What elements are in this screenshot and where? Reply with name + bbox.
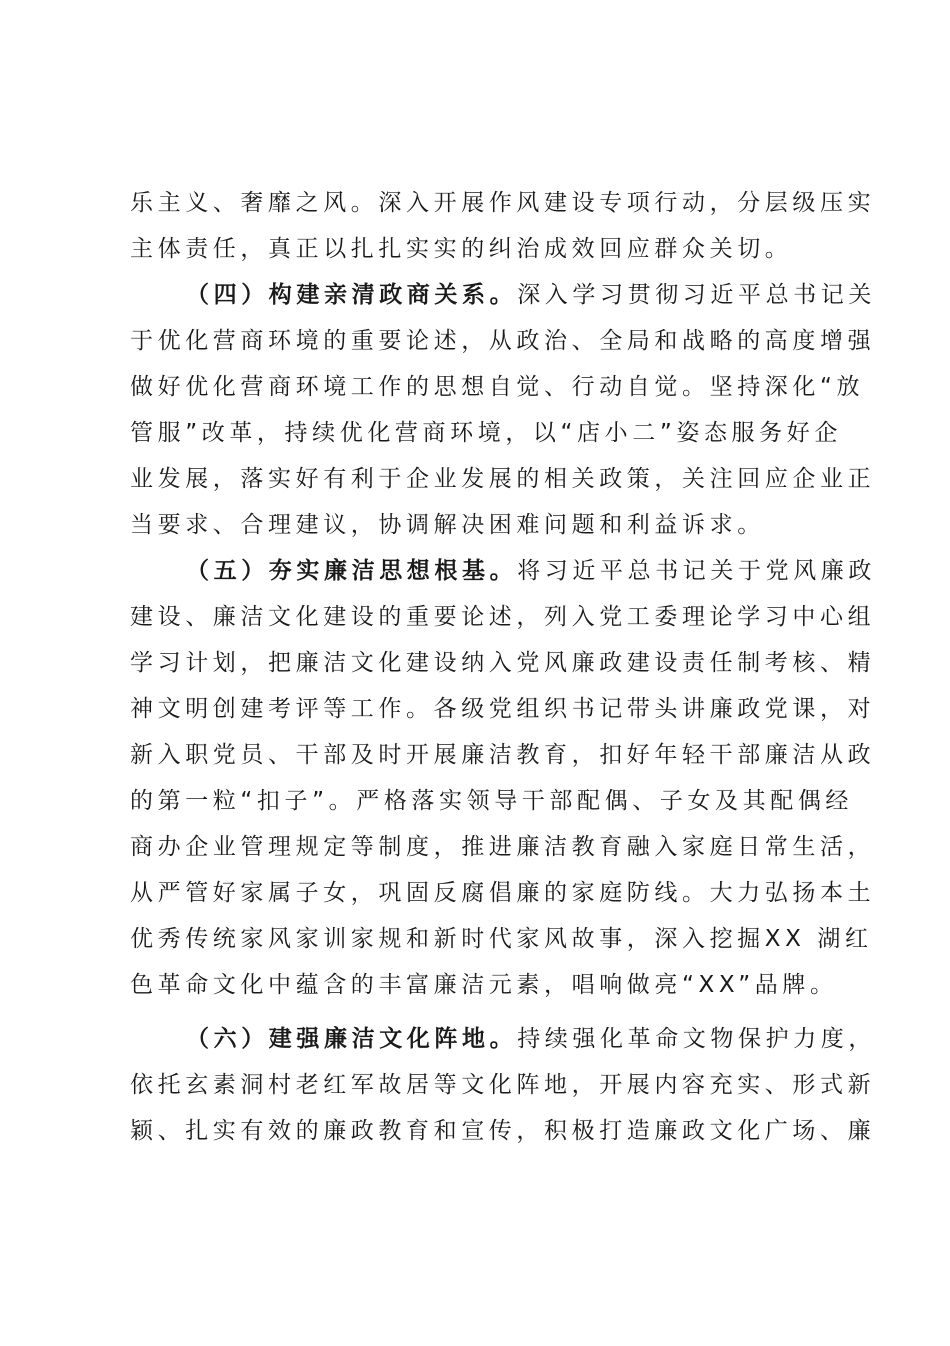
section-6-first-line: [186, 1016, 877, 1062]
paragraph-line: 依托玄素洞村老红军故居等文化阵地，开展内容充实、形式新: [130, 1072, 876, 1098]
paragraph-line: 从严管好家属子女，巩固反腐倡廉的家庭防线。大力弘扬本土: [130, 880, 876, 906]
paragraph-line: 优秀传统家风家训家规和新时代家风故事，深入挖掘XX 湖红: [130, 926, 873, 952]
section-6-heading: （六）建强廉洁文化阵地。: [186, 1026, 518, 1052]
paragraph-line: 管服”改革，持续优化营商环境，以“店小二”姿态服务好企: [130, 420, 842, 446]
paragraph-line: 的第一粒“扣子”。严格落实领导干部配偶、子女及其配偶经: [130, 788, 854, 814]
paragraph-line: 神文明创建考评等工作。各级党组织书记带头讲廉政党课，对: [130, 696, 876, 722]
section-6-text: 持续强化革命文物保护力度，: [517, 1026, 877, 1052]
paragraph-line: 学习计划，把廉洁文化建设纳入党风廉政建设责任制考核、精: [130, 650, 876, 676]
section-5-text: 将习近平总书记关于党风廉政: [517, 558, 877, 584]
section-4-first-line: [186, 272, 877, 318]
section-4-heading: （四）构建亲清政商关系。: [186, 282, 518, 308]
paragraph-line: 新入职党员、干部及时开展廉洁教育，扣好年轻干部廉洁从政: [130, 742, 876, 768]
section-5-first-line: [186, 548, 877, 594]
paragraph-line: 商办企业管理规定等制度，推进廉洁教育融入家庭日常生活，: [130, 834, 876, 860]
paragraph-line: 建设、廉洁文化建设的重要论述，列入党工委理论学习中心组: [130, 604, 876, 630]
paragraph-line: 主体责任，真正以扎扎实实的纠治成效回应群众关切。: [130, 236, 793, 262]
paragraph-line: 色革命文化中蕴含的丰富廉洁元素，唱响做亮“XX”品牌。: [130, 972, 838, 998]
section-4-text: 深入学习贯彻习近平总书记关: [517, 282, 877, 308]
paragraph-line: 当要求、合理建议，协调解决困难问题和利益诉求。: [130, 512, 765, 538]
paragraph-line: 乐主义、奢靡之风。深入开展作风建设专项行动，分层级压实: [130, 190, 876, 216]
paragraph-line: 于优化营商环境的重要论述，从政治、全局和战略的高度增强: [130, 328, 876, 354]
section-5-heading: （五）夯实廉洁思想根基。: [186, 558, 518, 584]
paragraph-line: 颖、扎实有效的廉政教育和宣传，积极打造廉政文化广场、廉: [130, 1118, 876, 1144]
paragraph-line: 业发展，落实好有利于企业发展的相关政策，关注回应企业正: [130, 466, 876, 492]
paragraph-line: 做好优化营商环境工作的思想自觉、行动自觉。坚持深化“放: [130, 374, 865, 400]
